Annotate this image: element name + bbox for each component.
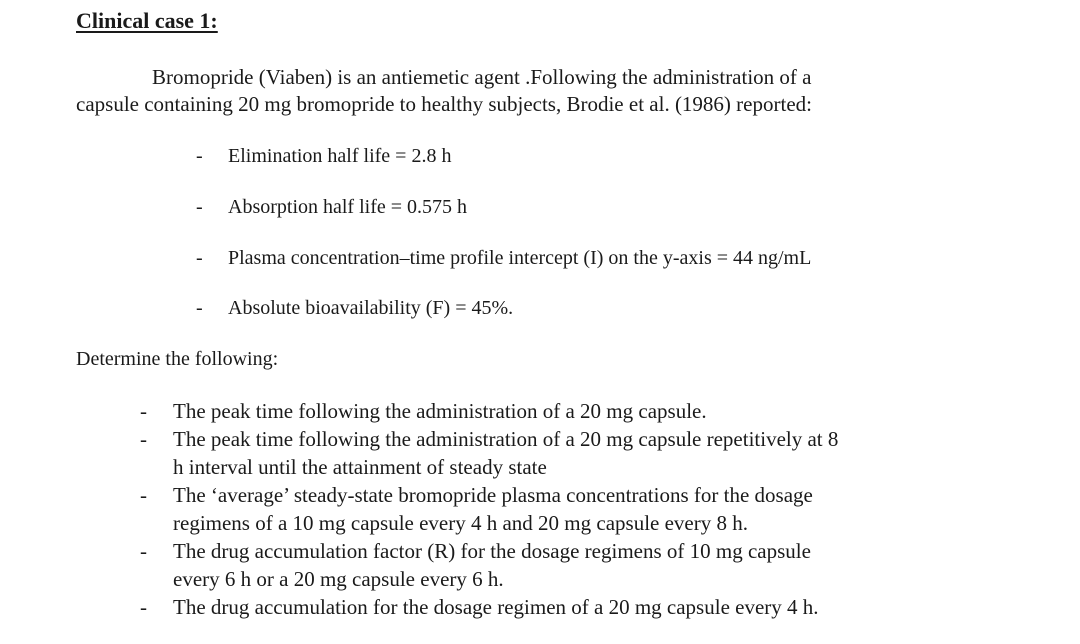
given-item <box>196 245 811 271</box>
given-item-text: Absolute bioavailability (F) = 45%. <box>228 297 514 319</box>
task-line: The drug accumulation for the dosage regimen of a 20 mg capsule every 4 h. <box>173 595 819 619</box>
task-item <box>140 537 1040 593</box>
task-line: every 6 h or a 20 mg capsule every 6 h. <box>173 567 504 591</box>
bullet-dash: - <box>140 539 147 563</box>
intro-line: Bromopride (Viaben) is an antiemetic agent .Following the administration of a <box>152 65 812 89</box>
tasks-list <box>140 397 1040 621</box>
bullet-dash: - <box>140 399 147 423</box>
bullet-dash: - <box>196 297 203 319</box>
task-item <box>140 593 1040 621</box>
task-line: The drug accumulation factor (R) for the dosage regimens of 10 mg capsule <box>173 539 811 563</box>
bullet-dash: - <box>196 196 203 218</box>
bullet-dash: - <box>196 145 203 167</box>
task-line: The ‘average’ steady-state bromopride plasma concentrations for the dosage <box>173 483 813 507</box>
bullet-dash: - <box>140 427 147 451</box>
given-item <box>196 295 513 321</box>
task-line: regimens of a 10 mg capsule every 4 h and 20 mg capsule every 8 h. <box>173 511 748 535</box>
task-line: The peak time following the administration of a 20 mg capsule. <box>173 399 707 423</box>
given-item-text: Elimination half life = 2.8 h <box>228 145 452 167</box>
given-item <box>196 194 467 220</box>
given-item-text: Absorption half life = 0.575 h <box>228 196 468 218</box>
bullet-dash: - <box>196 247 203 269</box>
question-prompt: Determine the following: <box>76 348 279 370</box>
bullet-dash: - <box>140 483 147 507</box>
task-item <box>140 481 1040 537</box>
case-title: Clinical case 1: <box>76 8 218 33</box>
intro-line: capsule containing 20 mg bromopride to healthy subjects, Brodie et al. (1986) reported: <box>76 92 812 116</box>
bullet-dash: - <box>140 595 147 619</box>
task-item <box>140 397 1040 425</box>
given-item <box>196 143 451 169</box>
intro-paragraph <box>76 64 1036 118</box>
given-item-text: Plasma concentration–time profile intercept (I) on the y-axis = 44 ng/mL <box>228 247 812 269</box>
task-line: The peak time following the administration of a 20 mg capsule repetitively at 8 <box>173 427 839 451</box>
task-line: h interval until the attainment of steady state <box>173 455 547 479</box>
task-item <box>140 425 1040 481</box>
